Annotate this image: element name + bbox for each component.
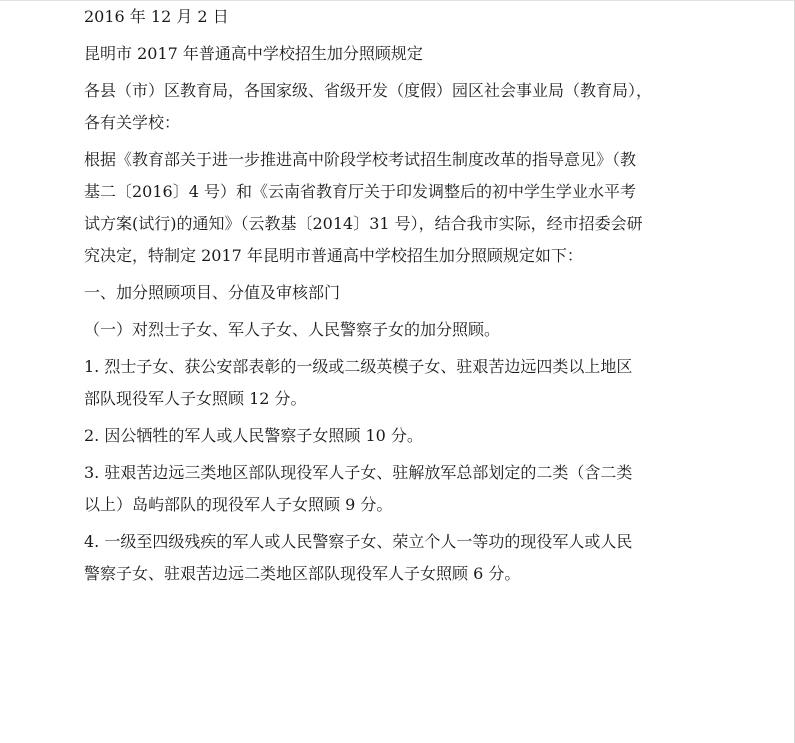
document-date: 2016 年 12 月 2 日 bbox=[84, 7, 229, 26]
item-1-line-1: 1. 烈士子女、获公安部表彰的一级或二级英模子女、驻艰苦边远四类以上地区 bbox=[84, 357, 633, 376]
intro-line-3: 试方案(试行)的通知》（云教基〔2014〕31 号），结合我市实际，经市招委会研 bbox=[84, 214, 643, 233]
intro-line-1: 根据《教育部关于进一步推进高中阶段学校考试招生制度改革的指导意见》（教 bbox=[84, 150, 637, 169]
item-2-line-1: 2. 因公牺牲的军人或人民警察子女照顾 10 分。 bbox=[84, 426, 423, 445]
intro-line-2: 基二〔2016〕4 号）和《云南省教育厅关于印发调整后的初中学生学业水平考 bbox=[84, 182, 636, 201]
intro-line-4: 究决定，特制定 2017 年昆明市普通高中学校招生加分照顾规定如下： bbox=[84, 246, 583, 265]
item-4-line-1: 4. 一级至四级残疾的军人或人民警察子女、荣立个人一等功的现役军人或人民 bbox=[84, 532, 633, 551]
item-1-line-2: 部队现役军人子女照顾 12 分。 bbox=[84, 389, 307, 408]
section-heading: 一、加分照顾项目、分值及审核部门 bbox=[84, 283, 341, 302]
item-3-line-2: 以上）岛屿部队的现役军人子女照顾 9 分。 bbox=[84, 495, 393, 514]
document-body bbox=[84, 4, 724, 585]
document-title: 昆明市 2017 年普通高中学校招生加分照顾规定 bbox=[84, 44, 423, 63]
salutation-line-1: 各县（市）区教育局，各国家级、省级开发（度假）园区社会事业局（教育局）， bbox=[84, 81, 653, 100]
item-4-line-2: 警察子女、驻艰苦边远二类地区部队现役军人子女照顾 6 分。 bbox=[84, 564, 521, 583]
item-3-line-1: 3. 驻艰苦边远三类地区部队现役军人子女、驻解放军总部划定的二类（含二类 bbox=[84, 463, 633, 482]
subsection-heading: （一）对烈士子女、军人子女、人民警察子女的加分照顾。 bbox=[84, 320, 501, 339]
page-top-border bbox=[0, 0, 795, 1]
salutation-line-2: 各有关学校： bbox=[84, 113, 181, 132]
